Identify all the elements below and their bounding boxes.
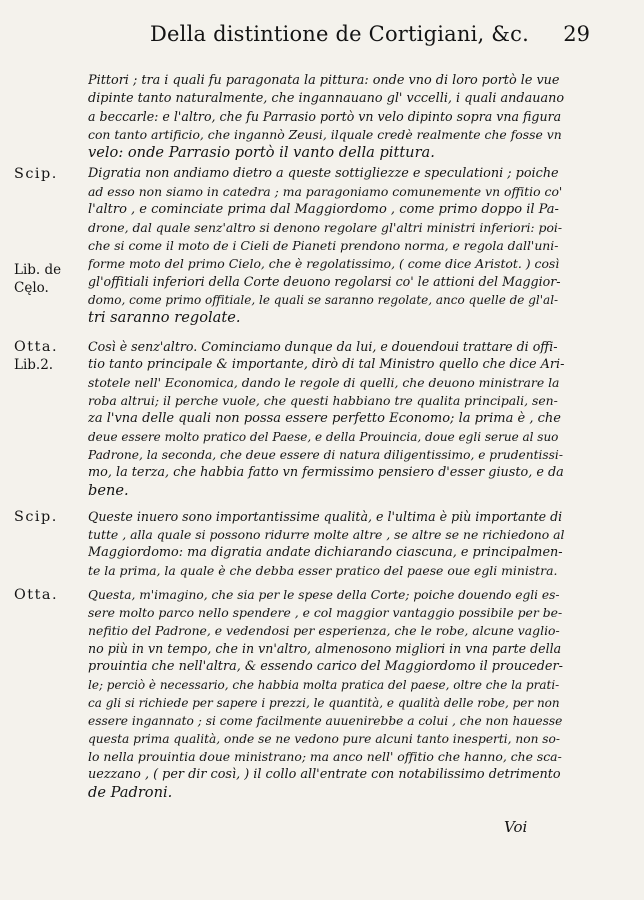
text-line: lo nella prouintia doue ministrano; ma anco nell' offitio che hanno, che sca-: [88, 749, 562, 764]
text-line: questa prima qualità, onde se ne vedono pure alcuni tanto inesperti, non so-: [88, 732, 561, 746]
text-line: Padrone, la seconda, che deue essere di natura diligentissimo, e prudentissi-: [88, 448, 563, 462]
page-number: 29: [563, 22, 590, 46]
text-line: de Padroni.: [88, 784, 173, 801]
text-line: uezzano , ( per dir così, ) il collo all'entrate con notabilissimo detrimento: [88, 767, 561, 782]
speaker-label: Otta.: [14, 587, 59, 603]
text-line: bene.: [88, 482, 129, 499]
text-line: dipinte tanto naturalmente, che ingannauano gl' vccelli, i quali andauano: [88, 91, 564, 106]
text-line: Pittori ; tra i quali fu paragonata la pittura: onde vno di loro portò le vue: [88, 73, 560, 88]
text-line: ca gli si richiede per sapere i prezzi, le quantità, e qualità delle robe, per non: [88, 696, 560, 710]
text-line: con tanto artificio, che ingannò Zeusi, ilquale credè realmente che fosse vn: [88, 127, 562, 142]
text-line: stotele nell' Economica, dando le regole di quelli, che deuono ministrare la: [88, 375, 560, 390]
text-line: gl'offitiali inferiori della Corte deuono regolarsi co' le attioni del Maggior-: [88, 274, 561, 289]
text-line: tio tanto principale & importante, dirò di tal Ministro quello che dice Ari-: [88, 357, 564, 372]
text-line: domo, come primo offitiale, le quali se saranno regolate, anco quelle de gl'al-: [88, 293, 559, 307]
page-header: [150, 22, 590, 52]
text-line: roba altrui; il perche vuole, che questi habbiano tre qualita principali, sen-: [88, 393, 558, 408]
text-line: Digratia non andiamo dietro a queste sottigliezze e speculationi ; poiche: [88, 166, 559, 181]
text-line: za l'vna delle quali non possa essere perfetto Economo; la prima è , che: [88, 411, 561, 426]
text-line: ad esso non siamo in catedra ; ma paragoniamo comunemente vn offitio co': [88, 184, 563, 199]
text-line: le; perciò è necessario, che habbia molta pratica del paese, oltre che la prati-: [88, 678, 560, 692]
text-line: no più in vn tempo, che in vn'altro, almenosono migliori in vna parte della: [88, 641, 562, 656]
text-line: l'altro , e cominciate prima dal Maggiordomo , come primo doppo il Pa-: [88, 202, 559, 217]
text-line: Maggiordomo: ma digratia andate dichiarando ciascuna, e principalmen-: [88, 545, 563, 560]
text-line: tutte , alla quale si possono ridurre molte altre , se altre se ne richiedono al: [88, 527, 564, 542]
text-line: che si come il moto de i Cieli de Pianeti prendono norma, e regola dall'uni-: [88, 238, 559, 253]
margin-note: Lib.2.: [14, 357, 54, 373]
text-line: drone, dal quale senz'altro si denono regolare gl'altri ministri inferiori: poi-: [88, 220, 563, 235]
text-line: Queste inuero sono importantissime qualità, e l'ultima è più importante di: [88, 509, 563, 524]
text-line: te la prima, la quale è che debba esser pratico del paese oue egli ministra.: [88, 563, 558, 578]
text-line: forme moto del primo Cielo, che è regolatissimo, ( come dice Aristot. ) così: [88, 256, 560, 271]
text-line: mo, la terza, che habbia fatto vn fermissimo pensiero d'esser giusto, e da: [88, 465, 564, 480]
text-line: tri saranno regolate.: [88, 309, 241, 326]
speaker-label: Otta.: [14, 339, 59, 355]
text-line: Così è senz'altro. Cominciamo dunque da lui, e douendoui trattare di offi-: [88, 339, 558, 354]
margin-note: Lib. de: [14, 262, 62, 278]
text-line: a beccarle: e l'altro, che fu Parrasio portò vn velo dipinto sopra vna figura: [88, 109, 562, 124]
text-line: prouintia che nell'altra, & essendo carico del Maggiordomo il prouceder-: [88, 659, 563, 674]
text-line: Questa, m'imagino, che sia per le spese della Corte; poiche douendo egli es-: [88, 588, 560, 602]
speaker-label: Scip.: [14, 509, 58, 525]
text-line: deue essere molto pratico del Paese, e della Prouincia, doue egli serue al suo: [88, 430, 559, 444]
text-line: sere molto parco nello spendere , e col maggior vantaggio possibile per be-: [88, 605, 563, 620]
text-line: velo: onde Parrasio portò il vanto della pittura.: [88, 144, 435, 161]
text-line: nefitio del Padrone, e vedendosi per esperienza, che le robe, alcune vaglio-: [88, 623, 560, 638]
speaker-label: Scip.: [14, 166, 58, 182]
catchword: Voi: [504, 818, 528, 836]
margin-note: Cęlo.: [14, 280, 49, 296]
running-title: Della distintione de Cortigiani, &c.: [150, 22, 529, 46]
text-line: essere ingannato ; si come facilmente auuenirebbe a colui , che non hauesse: [88, 714, 563, 728]
